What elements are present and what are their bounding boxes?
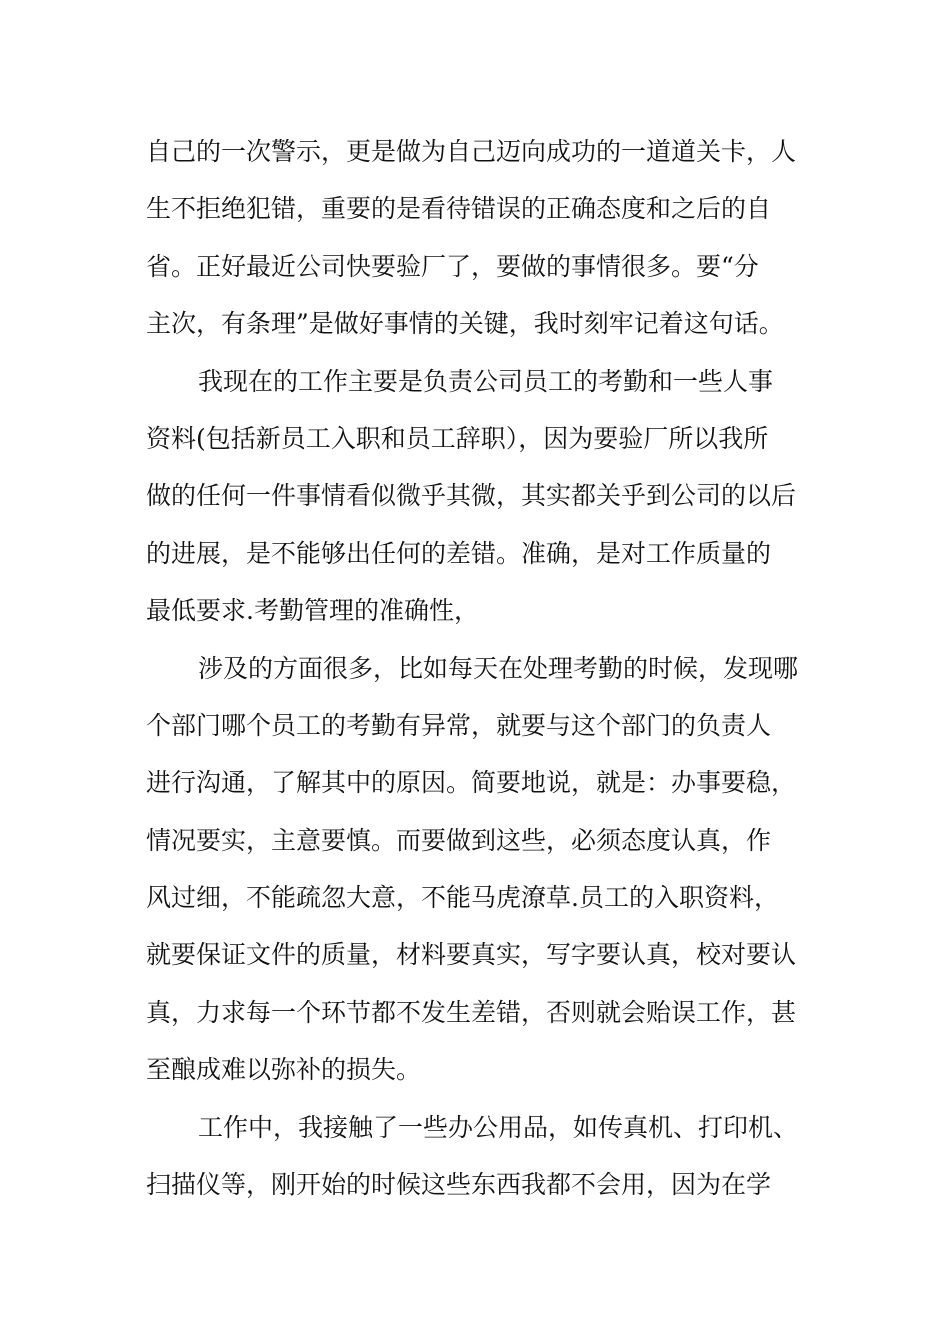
text-line-16: 真，力求每一个环节都不发生差错，否则就会贻误工作，甚: [146, 997, 797, 1027]
text-line-18: 工作中，我接触了一些办公用品，如传真机、打印机、: [198, 1112, 799, 1142]
text-line-5: 我现在的工作主要是负责公司员工的考勤和一些人事: [198, 366, 774, 396]
text-line-7: 做的任何一件事情看似微乎其微，其实都关乎到公司的以后: [146, 481, 797, 511]
text-line-15: 就要保证文件的质量，材料要真实，写字要认真，校对要认: [146, 940, 797, 970]
text-line-14: 风过细，不能疏忽大意，不能马虎潦草.员工的入职资料，: [146, 883, 779, 913]
text-line-13: 情况要实，主意要慎。而要做到这些，必须态度认真，作: [146, 825, 772, 855]
text-line-2: 生不拒绝犯错，重要的是看待错误的正确态度和之后的自: [146, 194, 772, 224]
text-line-10: 涉及的方面很多，比如每天在处理考勤的时候，发现哪: [198, 653, 799, 683]
text-line-9: 最低要求.考勤管理的准确性，: [146, 596, 479, 626]
text-line-17: 至酿成难以弥补的损失。: [146, 1055, 422, 1085]
body-text: [146, 129, 806, 1219]
text-line-1: 自己的一次警示，更是做为自己迈向成功的一道道关卡，人: [146, 137, 797, 166]
text-line-6: 资料(包括新员工入职和员工辞职），因为要验厂所以我所: [146, 423, 769, 453]
text-line-4: 主次，有条理”是做好事情的关键，我时刻牢记着这句话。: [146, 309, 784, 339]
text-line-8: 的进展，是不能够出任何的差错。准确，是对工作质量的: [146, 538, 772, 568]
text-line-3: 省。正好最近公司快要验厂了，要做的事情很多。要“分: [146, 251, 759, 281]
text-line-11: 个部门哪个员工的考勤有异常，就要与这个部门的负责人: [146, 710, 772, 740]
text-line-12: 进行沟通，了解其中的原因。简要地说，就是：办事要稳，: [146, 768, 797, 798]
text-line-19: 扫描仪等，刚开始的时候这些东西我都不会用，因为在学: [146, 1170, 772, 1200]
